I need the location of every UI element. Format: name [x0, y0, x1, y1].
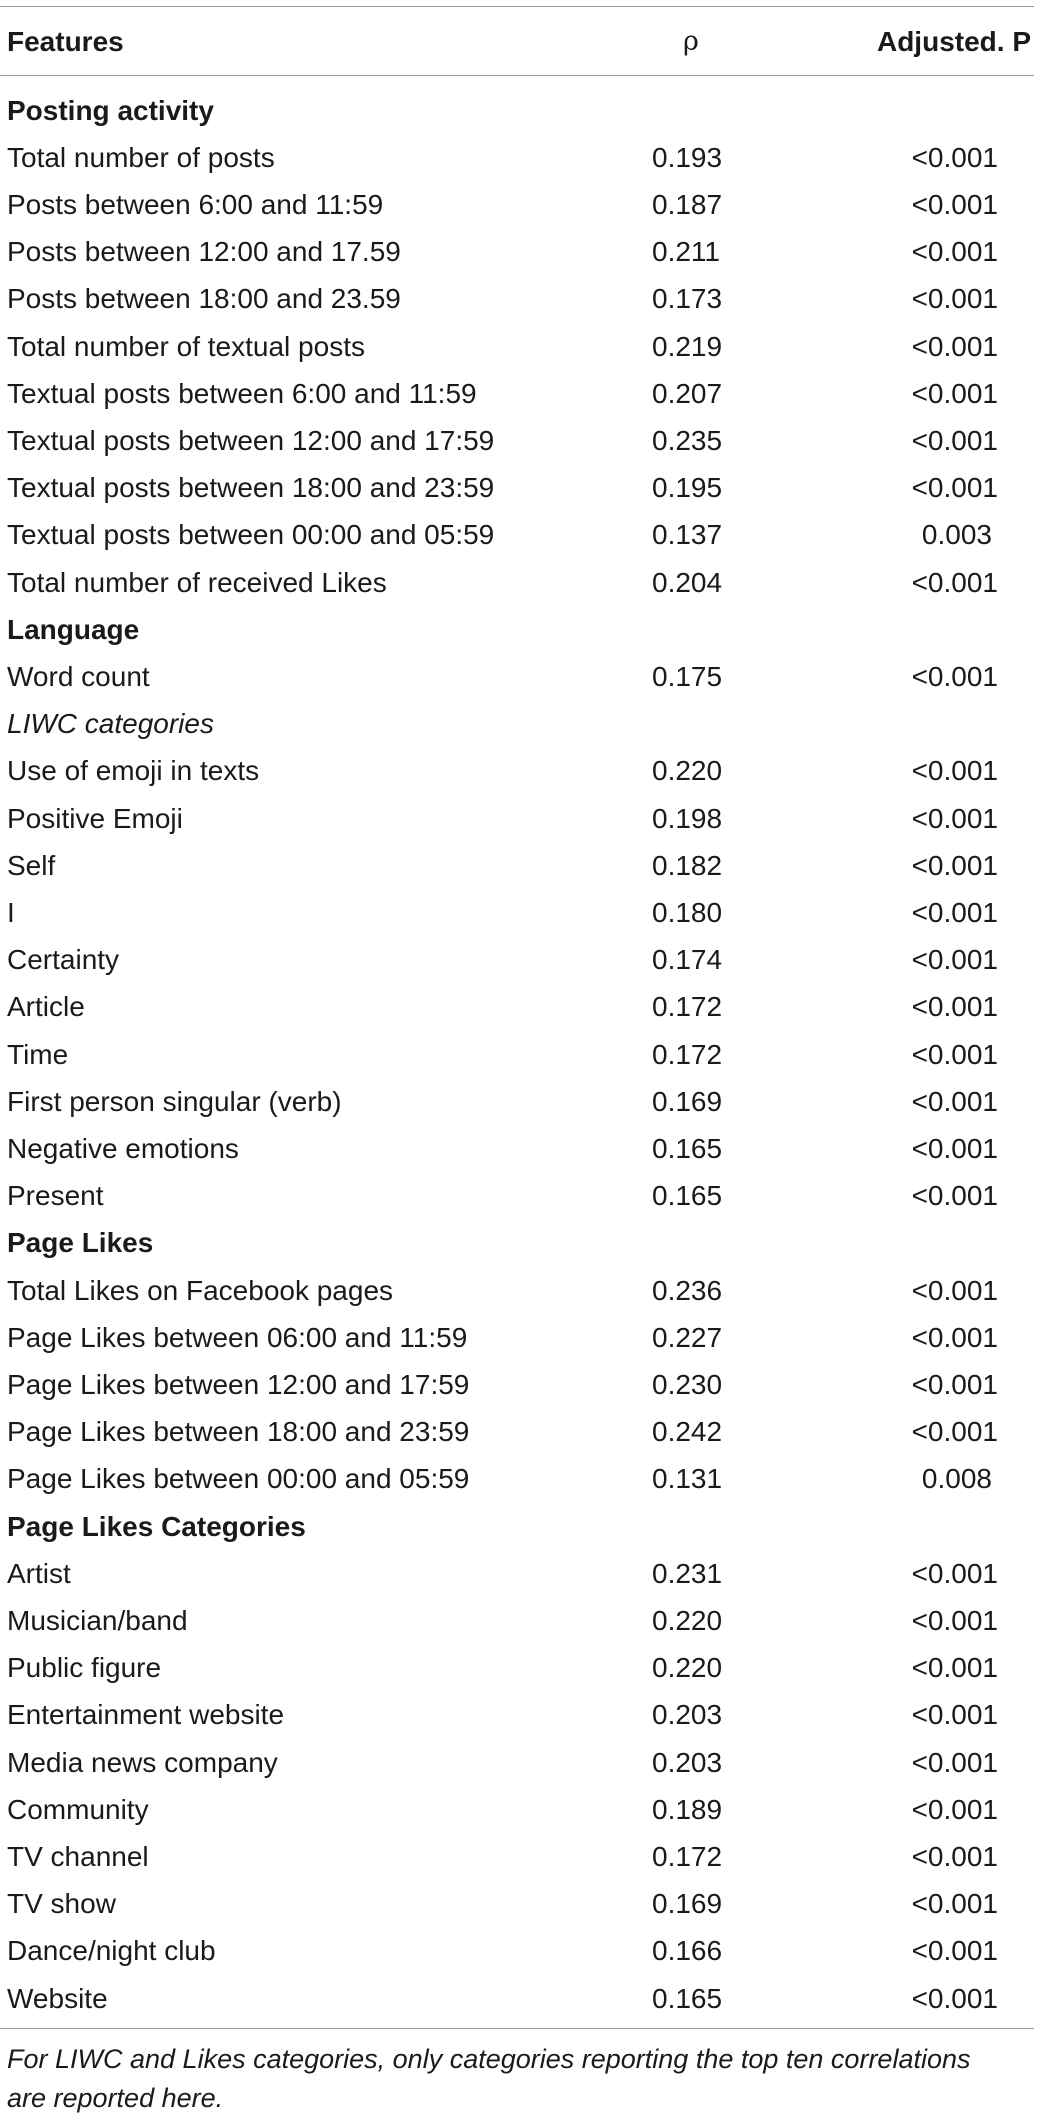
table-header [0, 18, 1040, 65]
adjusted-p-cell: <0.001 [911, 1085, 998, 1117]
adjusted-p-cell: <0.001 [911, 1180, 998, 1212]
adjusted-p-cell: <0.001 [911, 1935, 998, 1967]
table-row [0, 417, 1040, 464]
rho-cell: 0.207 [652, 377, 723, 409]
table-row [0, 1125, 1040, 1172]
rho-cell: 0.165 [652, 1180, 723, 1212]
feature-cell: Community [7, 1793, 149, 1825]
table-row [0, 1173, 1040, 1220]
table-row [0, 1267, 1040, 1314]
adjusted-p-cell: <0.001 [911, 472, 998, 504]
rho-cell: 0.227 [652, 1321, 723, 1353]
feature-cell: First person singular (verb) [7, 1085, 342, 1117]
adjusted-p-cell: <0.001 [911, 1604, 998, 1636]
table-row [0, 1409, 1040, 1456]
adjusted-p-cell: <0.001 [911, 1321, 998, 1353]
table-footnote: For LIWC and Likes categories, only categories reporting the top ten correlations are reported here. [7, 2044, 971, 2113]
feature-cell: TV show [7, 1888, 116, 1920]
feature-cell: Page Likes between 12:00 and 17:59 [7, 1368, 470, 1400]
header-features: Features [7, 25, 124, 57]
rho-cell: 0.187 [652, 188, 723, 220]
table-row [0, 229, 1040, 276]
section-title: Language [7, 613, 140, 645]
rho-cell: 0.173 [652, 283, 723, 315]
subsection-heading [0, 701, 1040, 748]
feature-cell: Page Likes between 18:00 and 23:59 [7, 1416, 470, 1448]
feature-cell: Textual posts between 18:00 and 23:59 [7, 472, 495, 504]
adjusted-p-cell: <0.001 [911, 424, 998, 456]
feature-cell: Artist [7, 1557, 71, 1589]
table-row [0, 134, 1040, 181]
rho-cell: 0.175 [652, 660, 723, 692]
feature-cell: Total number of posts [7, 141, 275, 173]
table-row [0, 370, 1040, 417]
rho-cell: 0.137 [652, 519, 723, 551]
feature-cell: Page Likes between 00:00 and 05:59 [7, 1463, 470, 1495]
table-row [0, 1928, 1040, 1975]
rho-cell: 0.195 [652, 472, 723, 504]
table-row [0, 748, 1040, 795]
adjusted-p-cell: 0.008 [921, 1463, 992, 1495]
rho-cell: 0.182 [652, 849, 723, 881]
feature-cell: Entertainment website [7, 1699, 285, 1731]
rho-cell: 0.169 [652, 1085, 723, 1117]
section-heading [0, 1503, 1040, 1550]
adjusted-p-cell: <0.001 [911, 1368, 998, 1400]
table-row [0, 512, 1040, 559]
rho-cell: 0.165 [652, 1982, 723, 2014]
rho-cell: 0.166 [652, 1935, 723, 1967]
feature-cell: Public figure [7, 1652, 162, 1684]
rho-cell: 0.203 [652, 1746, 723, 1778]
rho-cell: 0.211 [652, 236, 720, 268]
adjusted-p-cell: <0.001 [911, 944, 998, 976]
feature-cell: Certainty [7, 944, 120, 976]
rho-cell: 0.204 [652, 566, 723, 598]
adjusted-p-cell: <0.001 [911, 1038, 998, 1070]
rho-cell: 0.230 [652, 1368, 723, 1400]
adjusted-p-cell: <0.001 [911, 1274, 998, 1306]
header-adjusted-p: Adjusted. P [876, 25, 1031, 57]
adjusted-p-cell: <0.001 [911, 1699, 998, 1731]
adjusted-p-cell: <0.001 [911, 566, 998, 598]
table-row [0, 842, 1040, 889]
adjusted-p-cell: <0.001 [911, 283, 998, 315]
table-row [0, 937, 1040, 984]
feature-cell: Textual posts between 00:00 and 05:59 [7, 519, 495, 551]
rho-cell: 0.169 [652, 1888, 723, 1920]
feature-cell: Article [7, 991, 85, 1023]
rho-cell: 0.131 [652, 1463, 723, 1495]
rho-cell: 0.220 [652, 1652, 723, 1684]
feature-cell: Textual posts between 6:00 and 11:59 [7, 377, 477, 409]
rho-cell: 0.220 [652, 755, 723, 787]
table-row [0, 559, 1040, 606]
section-title: Posting activity [7, 94, 214, 126]
feature-cell: Word count [7, 660, 150, 692]
table-row [0, 1786, 1040, 1833]
feature-cell: I [7, 896, 15, 928]
table-row [0, 276, 1040, 323]
feature-cell: Time [7, 1038, 69, 1070]
rho-cell: 0.231 [652, 1557, 723, 1589]
adjusted-p-cell: <0.001 [911, 755, 998, 787]
table-row [0, 323, 1040, 370]
adjusted-p-cell: <0.001 [911, 1416, 998, 1448]
adjusted-p-cell: <0.001 [911, 802, 998, 834]
adjusted-p-cell: <0.001 [911, 849, 998, 881]
header-rule [0, 75, 1034, 76]
table-row [0, 1550, 1040, 1597]
table-row [0, 889, 1040, 936]
table-row [0, 1597, 1040, 1644]
rho-cell: 0.174 [652, 944, 723, 976]
feature-cell: Page Likes between 06:00 and 11:59 [7, 1321, 468, 1353]
table-row [0, 1031, 1040, 1078]
adjusted-p-cell: <0.001 [911, 188, 998, 220]
rho-cell: 0.235 [652, 424, 723, 456]
feature-cell: Positive Emoji [7, 802, 183, 834]
table-row [0, 465, 1040, 512]
table-row [0, 1456, 1040, 1503]
feature-cell: Self [7, 849, 56, 881]
table-row [0, 1314, 1040, 1361]
section-title: Page Likes Categories [7, 1510, 306, 1542]
feature-cell: Musician/band [7, 1604, 188, 1636]
section-heading [0, 606, 1040, 653]
bottom-rule [0, 2028, 1034, 2029]
feature-cell: Textual posts between 12:00 and 17:59 [7, 424, 495, 456]
feature-cell: Dance/night club [7, 1935, 216, 1967]
rho-cell: 0.236 [652, 1274, 723, 1306]
adjusted-p-cell: <0.001 [911, 1557, 998, 1589]
feature-cell: Total Likes on Facebook pages [7, 1274, 394, 1306]
rho-cell: 0.165 [652, 1132, 723, 1164]
feature-cell: Posts between 6:00 and 11:59 [7, 188, 384, 220]
section-heading [0, 1220, 1040, 1267]
adjusted-p-cell: <0.001 [911, 141, 998, 173]
adjusted-p-cell: <0.001 [911, 377, 998, 409]
rho-cell: 0.203 [652, 1699, 723, 1731]
adjusted-p-cell: <0.001 [911, 236, 998, 268]
table-row [0, 1078, 1040, 1125]
subsection-title: LIWC categories [7, 708, 214, 740]
rho-cell: 0.242 [652, 1416, 723, 1448]
table-row [0, 984, 1040, 1031]
table-row [0, 653, 1040, 700]
adjusted-p-cell: <0.001 [911, 1132, 998, 1164]
adjusted-p-cell: <0.001 [911, 1746, 998, 1778]
table-row [0, 1739, 1040, 1786]
feature-cell: TV channel [7, 1840, 149, 1872]
rho-cell: 0.220 [652, 1604, 723, 1636]
adjusted-p-cell: <0.001 [911, 1652, 998, 1684]
adjusted-p-cell: <0.001 [911, 1840, 998, 1872]
feature-cell: Total number of textual posts [7, 330, 365, 362]
feature-cell: Posts between 12:00 and 17.59 [7, 236, 401, 268]
section-heading [0, 87, 1040, 134]
top-rule [0, 6, 1034, 7]
feature-cell: Posts between 18:00 and 23.59 [7, 283, 401, 315]
table-row [0, 1833, 1040, 1880]
adjusted-p-cell: 0.003 [921, 519, 992, 551]
feature-cell: Media news company [7, 1746, 278, 1778]
rho-cell: 0.189 [652, 1793, 723, 1825]
adjusted-p-cell: <0.001 [911, 330, 998, 362]
feature-cell: Total number of received Likes [7, 566, 387, 598]
adjusted-p-cell: <0.001 [911, 1793, 998, 1825]
adjusted-p-cell: <0.001 [911, 1982, 998, 2014]
section-title: Page Likes [7, 1227, 154, 1259]
rho-cell: 0.198 [652, 802, 723, 834]
rho-cell: 0.172 [652, 991, 723, 1023]
adjusted-p-cell: <0.001 [911, 660, 998, 692]
rho-cell: 0.172 [652, 1038, 723, 1070]
rho-cell: 0.193 [652, 141, 723, 173]
rho-cell: 0.219 [652, 330, 723, 362]
rho-cell: 0.172 [652, 1840, 723, 1872]
table-row [0, 1692, 1040, 1739]
table-row [0, 1361, 1040, 1408]
table-row [0, 1975, 1040, 2022]
feature-cell: Negative emotions [7, 1132, 239, 1164]
feature-cell: Present [7, 1180, 104, 1212]
table-row [0, 1881, 1040, 1928]
table-row [0, 1645, 1040, 1692]
adjusted-p-cell: <0.001 [911, 1888, 998, 1920]
table-row [0, 795, 1040, 842]
rho-cell: 0.180 [652, 896, 723, 928]
feature-cell: Website [7, 1982, 108, 2014]
adjusted-p-cell: <0.001 [911, 991, 998, 1023]
adjusted-p-cell: <0.001 [911, 896, 998, 928]
feature-cell: Use of emoji in texts [7, 755, 260, 787]
header-rho: ρ [683, 26, 699, 58]
table-row [0, 181, 1040, 228]
